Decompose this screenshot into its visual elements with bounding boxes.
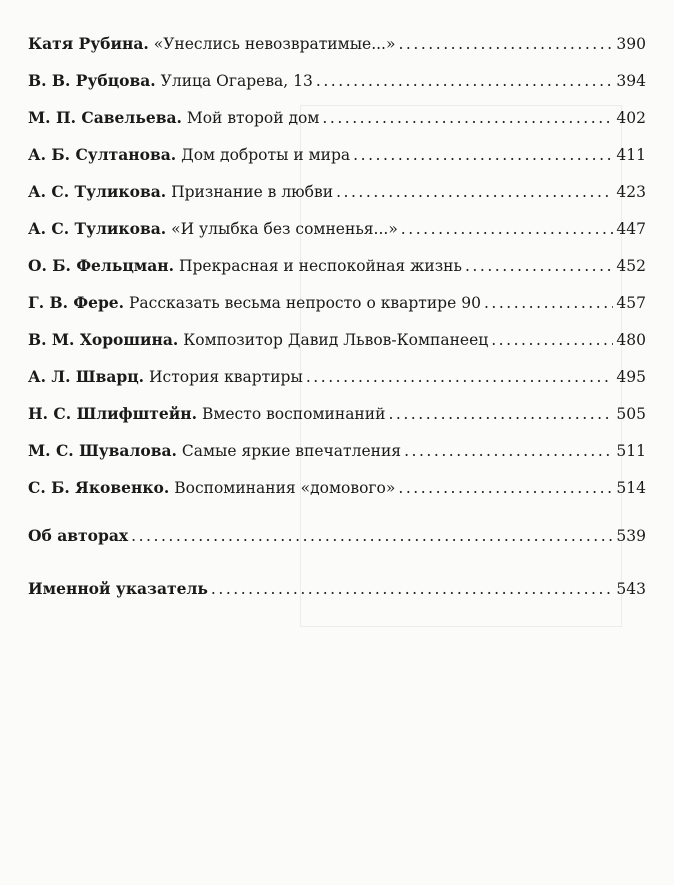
toc-row (28, 108, 646, 145)
toc-author: Г. В. Фере. (28, 293, 125, 312)
dot-leader (398, 35, 613, 53)
toc-entry (28, 478, 395, 497)
dot-leader (131, 527, 613, 545)
toc-entry (28, 293, 481, 312)
toc-title: Рассказать весьма непросто о квартире 90 (129, 294, 481, 312)
toc-author: А. С. Туликова. (28, 219, 167, 238)
toc-entry (28, 108, 319, 127)
toc-page-number: 394 (616, 72, 646, 90)
toc-entry (28, 71, 313, 90)
toc-section-row (28, 526, 646, 563)
toc-title: Вместо воспоминаний (201, 405, 386, 423)
toc-row (28, 145, 646, 182)
toc-entry (28, 367, 303, 386)
toc-row (28, 219, 646, 256)
toc-author: С. Б. Яковенко. (28, 478, 170, 497)
toc-page-number: 543 (616, 580, 646, 598)
toc-title: Воспоминания «домового» (174, 479, 396, 497)
dot-leader (211, 580, 614, 598)
toc-page-number: 411 (616, 146, 646, 164)
toc-author: Н. С. Шлифштейн. (28, 404, 197, 423)
toc-page-number: 457 (616, 294, 646, 312)
toc-entry (28, 441, 401, 460)
toc-page-number: 423 (616, 183, 646, 201)
toc-title: Дом доброты и мира (181, 146, 351, 164)
toc-entry (28, 330, 488, 349)
toc-row (28, 478, 646, 515)
toc-author: М. С. Шувалова. (28, 441, 177, 460)
toc-entry (28, 404, 385, 423)
toc-entry (28, 34, 395, 53)
toc-row (28, 330, 646, 367)
toc-page-number: 390 (616, 35, 646, 53)
toc-author: М. П. Савельева. (28, 108, 182, 127)
toc-title: Композитор Давид Львов-Компанеец (183, 331, 489, 349)
toc-entry (28, 219, 398, 238)
toc-page-number: 511 (616, 442, 646, 460)
dot-leader (388, 405, 613, 423)
toc-entry (28, 256, 462, 275)
toc-row (28, 293, 646, 330)
toc-title: «И улыбка без сомненья...» (171, 220, 398, 238)
dot-leader (336, 183, 613, 201)
dot-leader (306, 368, 614, 386)
toc-author: Катя Рубина. (28, 34, 149, 53)
toc-page-number: 480 (616, 331, 646, 349)
toc-page-number: 495 (616, 368, 646, 386)
toc-author: А. Б. Султанова. (28, 145, 177, 164)
dot-leader (322, 109, 613, 127)
toc-title: История квартиры (149, 368, 303, 386)
toc-page-number: 539 (616, 527, 646, 545)
toc-title: «Унеслись невозвратимые...» (153, 35, 396, 53)
dot-leader (353, 146, 613, 164)
toc-page-number: 452 (616, 257, 646, 275)
toc-page-number: 514 (616, 479, 646, 497)
toc-title: Улица Огарева, 13 (160, 72, 313, 90)
toc-row (28, 256, 646, 293)
toc-section-title: Именной указатель (28, 579, 208, 598)
dot-leader (465, 257, 613, 275)
toc-author: О. Б. Фельцман. (28, 256, 175, 275)
toc-row (28, 404, 646, 441)
toc-row (28, 71, 646, 108)
toc-author: В. В. Рубцова. (28, 71, 156, 90)
toc-row (28, 34, 646, 71)
toc-page-number: 505 (616, 405, 646, 423)
table-of-contents (28, 34, 646, 616)
toc-title: Признание в любви (171, 183, 334, 201)
dot-leader (316, 72, 614, 90)
toc-entry (28, 145, 350, 164)
toc-section-row (28, 579, 646, 616)
dot-leader (401, 220, 614, 238)
toc-author: А. Л. Шварц. (28, 367, 145, 386)
toc-title: Самые яркие впечатления (181, 442, 402, 460)
toc-entry (28, 182, 333, 201)
dot-leader (404, 442, 613, 460)
toc-row (28, 441, 646, 478)
toc-row (28, 182, 646, 219)
toc-page-number: 402 (616, 109, 646, 127)
toc-title: Мой второй дом (186, 109, 320, 127)
toc-author: В. М. Хорошина. (28, 330, 179, 349)
toc-title: Прекрасная и неспокойная жизнь (178, 257, 462, 275)
toc-page-number: 447 (616, 220, 646, 238)
dot-leader (398, 479, 613, 497)
dot-leader (484, 294, 613, 312)
toc-row (28, 367, 646, 404)
toc-section-title: Об авторах (28, 526, 129, 545)
dot-leader (491, 331, 613, 349)
toc-author: А. С. Туликова. (28, 182, 167, 201)
